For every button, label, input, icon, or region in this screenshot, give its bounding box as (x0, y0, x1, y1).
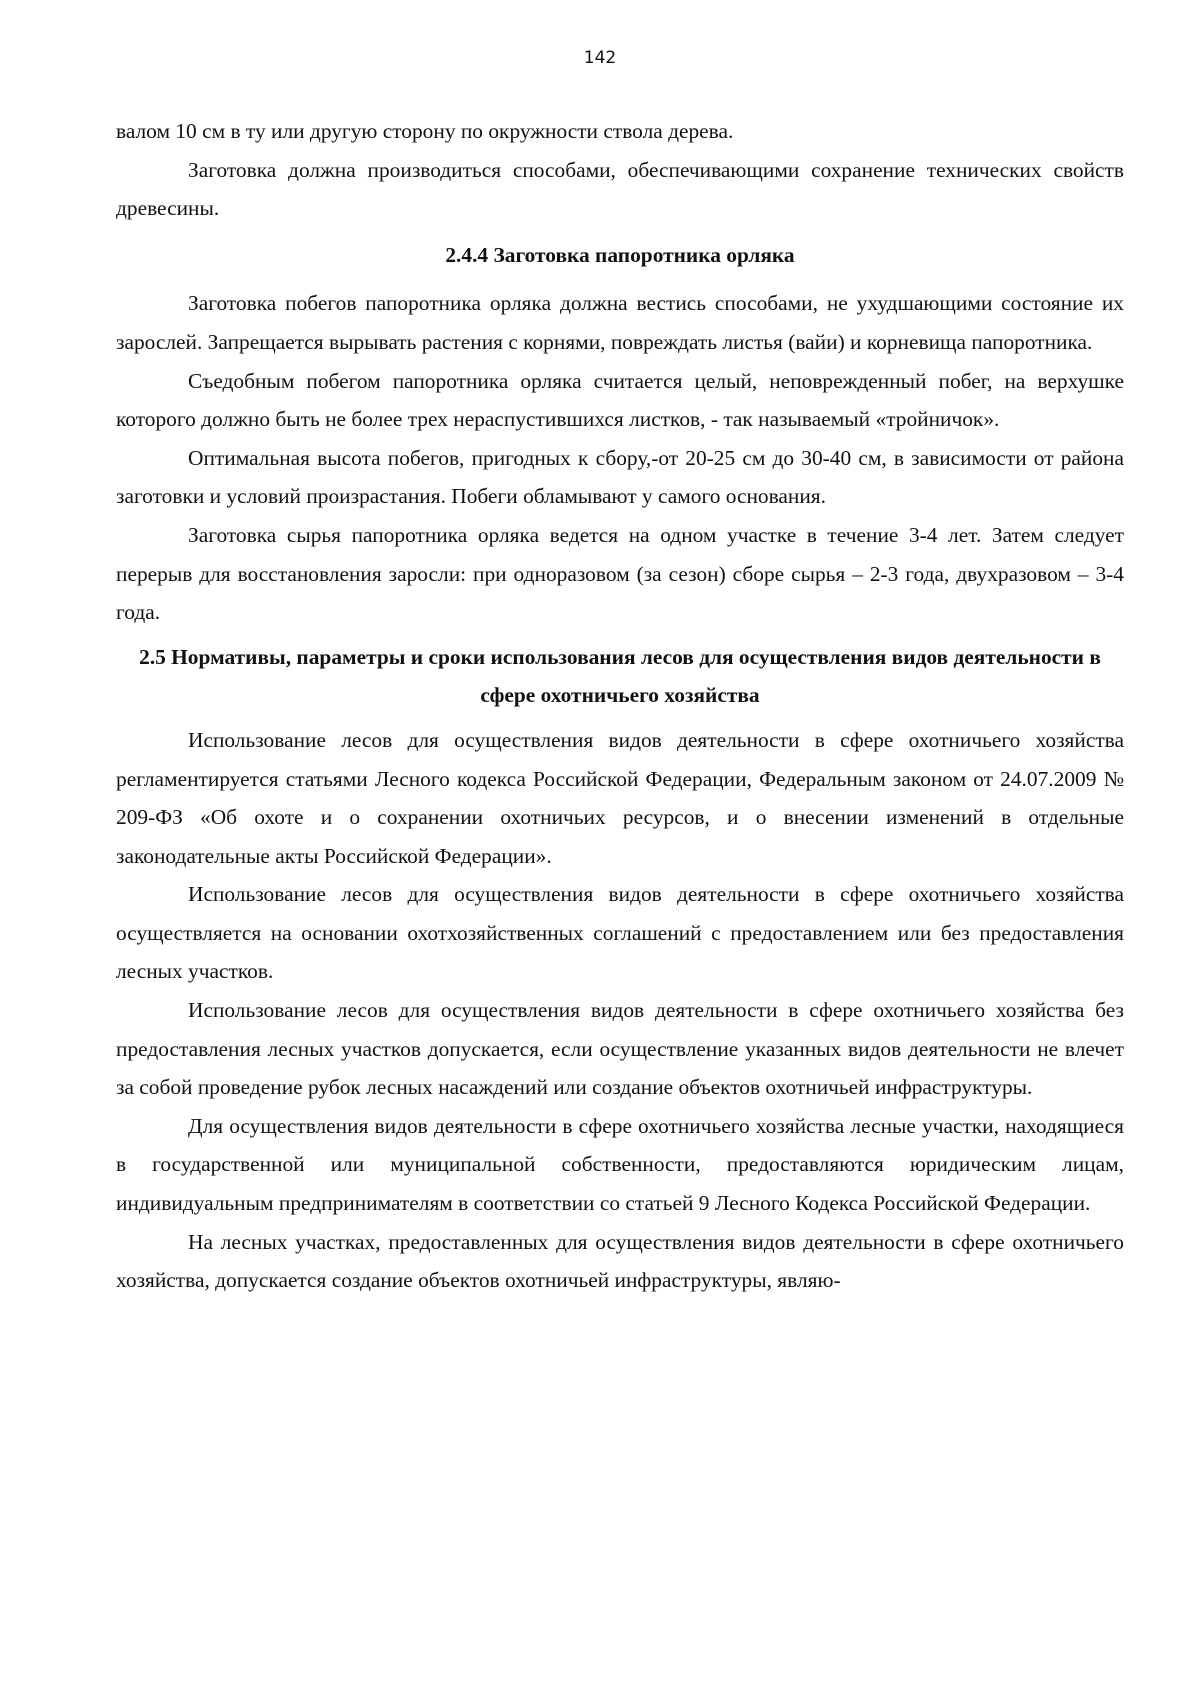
paragraph-infrastructure: На лесных участках, предоставленных для осуществления видов деятельности в сфере охотничьего хозяйства, допускается создание объектов охотничьей инфраструктуры, являю- (116, 1229, 1124, 1293)
paragraph-fern-harvesting: Заготовка побегов папоротника орляка должна вестись способами, не ухудшающими состояние их зарослей. Запрещается вырывать растения с корнями, повреждать листья (вайи) и корневища папоротника. (116, 291, 1124, 354)
paragraph-without-plots: Использование лесов для осуществления видов деятельности в сфере охотничьего хозяйства без предоставления лесных участков допускается, если осуществление указанных видов деятельности не влечет за собой проведение рубок лесных насаждений или создание объектов охотничьей инфраструктуры. (116, 998, 1124, 1100)
paragraph-edible-shoot: Съедобным побегом папоротника орляка считается целый, неповрежденный побег, на верхушке которого должно быть не более трех нераспустившихся листков, - так называемый «тройничок». (116, 368, 1124, 432)
paragraph-wood-harvesting: Заготовка должна производиться способами, обеспечивающими сохранение технических свойств древесины. (116, 157, 1124, 221)
paragraph-optimal-height: Оптимальная высота побегов, пригодных к сбору,-от 20-25 см до 30-40 см, в зависимости от района заготовки и условий произрастания. Побеги обламывают у самого основания. (116, 445, 1124, 509)
document-body (116, 112, 1124, 1300)
paragraph-hunting-regulation: Использование лесов для осуществления видов деятельности в сфере охотничьего хозяйства регламентируется статьями Лесного кодекса Российской Федерации, Федеральным законом от 24.07.2009 № 209-ФЗ «Об охоте и о сохранении охотничьих ресурсов, и о внесении изменений в отдельные законодательные акты Российской Федерации». (116, 727, 1124, 868)
page-number: 142 (583, 48, 617, 68)
paragraph-plot-provision: Для осуществления видов деятельности в сфере охотничьего хозяйства лесные участки, находящиеся в государственной или муниципальной собственности, предоставляются юридическим лицам, индивидуальным предпринимателям в соответствии со статьей 9 Лесного Кодекса Российской Федерации. (116, 1113, 1124, 1216)
paragraph-continuation: валом 10 см в ту или другую сторону по окружности ствола дерева. (116, 119, 734, 143)
section-heading-2-5: 2.5 Нормативы, параметры и сроки использования лесов для осуществления видов деятельности в сфере охотничьего хозяйства (139, 644, 1101, 708)
section-heading-2-4-4: 2.4.4 Заготовка папоротника орляка (445, 242, 795, 267)
paragraph-hunting-agreements: Использование лесов для осуществления видов деятельности в сфере охотничьего хозяйства осуществляется на основании охотхозяйственных соглашений с предоставлением или без предоставления лесных участков. (116, 882, 1124, 984)
paragraph-harvest-period: Заготовка сырья папоротника орляка ведется на одном участке в течение 3-4 лет. Затем следует перерыв для восстановления заросли: при одноразовом (за сезон) сборе сырья – 2-3 года, двухразовом – 3-4 года. (116, 522, 1124, 625)
